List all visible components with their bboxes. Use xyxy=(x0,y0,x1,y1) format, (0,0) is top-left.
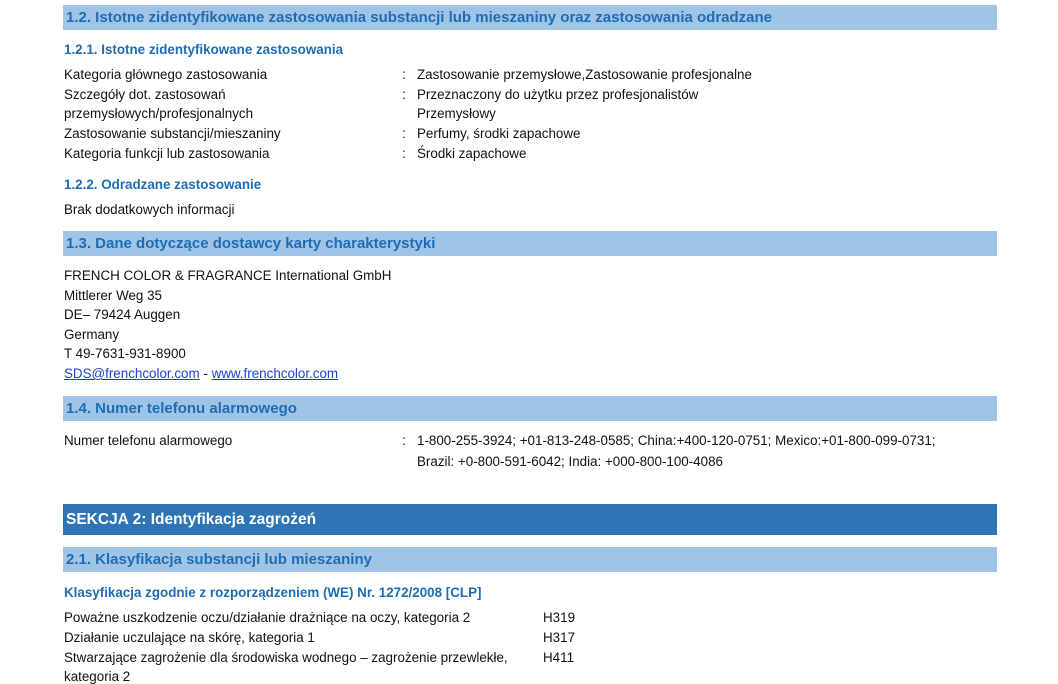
row-value: Perfumy, środki zapachowe xyxy=(417,126,581,141)
subsection-1-2-2-title: 1.2.2. Odradzane zastosowanie xyxy=(64,177,262,192)
hazard-class: Poważne uszkodzenie oczu/działanie drażniące na oczy, kategoria 2 xyxy=(64,610,471,625)
no-info-text: Brak dodatkowych informacji xyxy=(64,202,235,217)
section-1-4-header: 1.4. Numer telefonu alarmowego xyxy=(63,396,997,421)
hazard-code: H317 xyxy=(543,630,576,645)
hazard-class: Działanie uczulające na skórę, kategoria 1 xyxy=(64,630,315,645)
contact-links xyxy=(64,366,338,381)
section-2-1-header: 2.1. Klasyfikacja substancji lub mieszaniny xyxy=(63,547,997,572)
row-value: Środki zapachowe xyxy=(417,146,527,161)
row-value: Przeznaczony do użytku przez profesjonalistów xyxy=(417,87,699,102)
row-colon: : xyxy=(402,126,406,141)
row-colon: : xyxy=(402,87,406,102)
email-link[interactable]: SDS@frenchcolor.com xyxy=(64,366,200,381)
row-colon: : xyxy=(402,146,406,161)
section-2-header: SEKCJA 2: Identyfikacja zagrożeń xyxy=(63,504,997,535)
hazard-class: Stwarzające zagrożenie dla środowiska wodnego – zagrożenie przewlekłe, xyxy=(64,650,508,665)
link-separator: - xyxy=(199,366,212,381)
subsection-1-2-1-title: 1.2.1. Istotne zidentyfikowane zastosowania xyxy=(64,42,344,57)
row-label: Kategoria głównego zastosowania xyxy=(64,67,268,82)
row-colon: : xyxy=(402,433,406,448)
emergency-phone-line1: 1-800-255-3924; +01-813-248-0585; China:+400-120-0751; Mexico:+01-800-099-0731; xyxy=(417,433,936,448)
hazard-class-continued: kategoria 2 xyxy=(64,669,131,684)
company-street: Mittlerer Weg 35 xyxy=(64,288,162,303)
website-link[interactable]: www.frenchcolor.com xyxy=(211,366,339,381)
section-1-3-header: 1.3. Dane dotyczące dostawcy karty charakterystyki xyxy=(63,231,997,256)
emergency-phone-label: Numer telefonu alarmowego xyxy=(64,433,233,448)
emergency-phone-line2: Brazil: +0-800-591-6042; India: +000-800-100-4086 xyxy=(417,454,723,469)
hazard-code: H319 xyxy=(543,610,576,625)
row-value: Zastosowanie przemysłowe,Zastosowanie profesjonalne xyxy=(417,67,752,82)
row-value-continued: Przemysłowy xyxy=(417,106,496,121)
company-name: FRENCH COLOR & FRAGRANCE International GmbH xyxy=(64,268,392,283)
hazard-code: H411 xyxy=(543,650,575,665)
clp-classification-title: Klasyfikacja zgodnie z rozporządzeniem (WE) Nr. 1272/2008 [CLP] xyxy=(64,585,482,600)
company-phone: T 49-7631-931-8900 xyxy=(64,346,186,361)
row-colon: : xyxy=(402,67,406,82)
section-1-2-header: 1.2. Istotne zidentyfikowane zastosowania substancji lub mieszaniny oraz zastosowania odradzane xyxy=(63,5,997,30)
company-city: DE– 79424 Auggen xyxy=(64,307,181,322)
row-label-continued: przemysłowych/profesjonalnych xyxy=(64,106,254,121)
company-country: Germany xyxy=(64,327,120,342)
row-label: Zastosowanie substancji/mieszaniny xyxy=(64,126,281,141)
row-label: Szczegóły dot. zastosowań xyxy=(64,87,226,102)
row-label: Kategoria funkcji lub zastosowania xyxy=(64,146,270,161)
